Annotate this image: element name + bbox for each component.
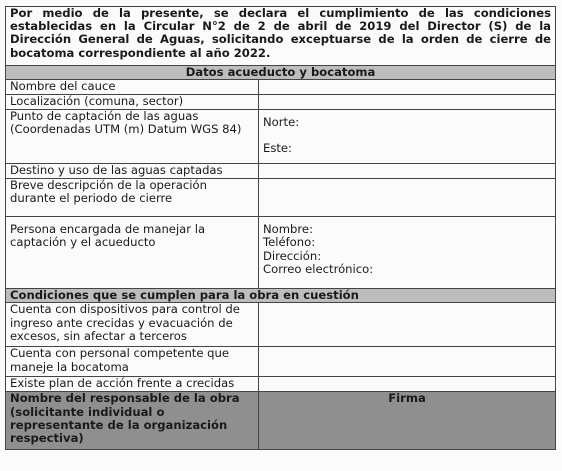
label-destino-uso: Destino y uso de las aguas captadas — [6, 164, 259, 179]
field-dispositivos[interactable] — [259, 303, 556, 347]
row-dispositivos — [6, 303, 556, 347]
label-firma: Firma — [388, 391, 426, 406]
section-title-datos: Datos acueducto y bocatoma — [6, 66, 556, 80]
label-descripcion-operacion: Breve descripción de la operación durante el periodo de cierre — [6, 179, 259, 217]
row-persona-encargada — [6, 217, 556, 289]
declaration-form-table — [5, 6, 556, 450]
label-dispositivos: Cuenta con dispositivos para control de ingreso ante crecidas y evacuación de excesos, sin afectar a terceros — [6, 303, 259, 347]
label-telefono: Teléfono: — [263, 235, 316, 250]
section-header-datos — [6, 66, 556, 80]
label-direccion: Dirección: — [263, 248, 322, 263]
row-nombre-cauce — [6, 80, 556, 95]
label-punto-captacion: Punto de captación de las aguas (Coordenadas UTM (m) Datum WGS 84) — [6, 110, 259, 164]
intro-row — [6, 7, 556, 66]
signature-row — [6, 392, 556, 450]
label-nombre: Nombre: — [263, 222, 313, 237]
label-correo: Correo electrónico: — [263, 261, 374, 276]
row-personal — [6, 347, 556, 377]
field-plan-accion[interactable] — [259, 377, 556, 392]
label-este: Este: — [263, 141, 292, 156]
field-localizacion[interactable] — [259, 95, 556, 110]
field-descripcion-operacion[interactable] — [259, 179, 556, 217]
field-nombre-cauce[interactable] — [259, 80, 556, 95]
field-contacto[interactable] — [259, 217, 556, 289]
label-plan-accion: Existe plan de acción frente a crecidas — [6, 377, 259, 392]
field-personal[interactable] — [259, 347, 556, 377]
signature-field[interactable] — [259, 392, 556, 450]
label-persona-encargada: Persona encargada de manejar la captación y el acueducto — [6, 217, 259, 289]
label-personal: Cuenta con personal competente que maneje la bocatoma — [6, 347, 259, 377]
label-nombre-cauce: Nombre del cauce — [6, 80, 259, 95]
row-destino-uso — [6, 164, 556, 179]
label-responsable: Nombre del responsable de la obra (solicitante individual o representante de la organización respectiva) — [6, 392, 259, 450]
label-norte: Norte: — [263, 115, 300, 130]
row-localizacion — [6, 95, 556, 110]
section-title-condiciones: Condiciones que se cumplen para la obra en cuestión — [6, 289, 556, 303]
intro-text: Por medio de la presente, se declara el cumplimiento de las condiciones establecidas en la Circular N°2 de 2 de abril de 2019 del Director (S) de la Dirección General de Aguas, solicitando exceptuarse de la orden de cierre de bocatoma correspondiente al año 2022. — [6, 7, 556, 66]
section-header-condiciones — [6, 289, 556, 303]
field-destino-uso[interactable] — [259, 164, 556, 179]
label-localizacion: Localización (comuna, sector) — [6, 95, 259, 110]
row-punto-captacion — [6, 110, 556, 164]
row-plan-accion — [6, 377, 556, 392]
field-coordenadas[interactable] — [259, 110, 556, 164]
row-descripcion-operacion — [6, 179, 556, 217]
